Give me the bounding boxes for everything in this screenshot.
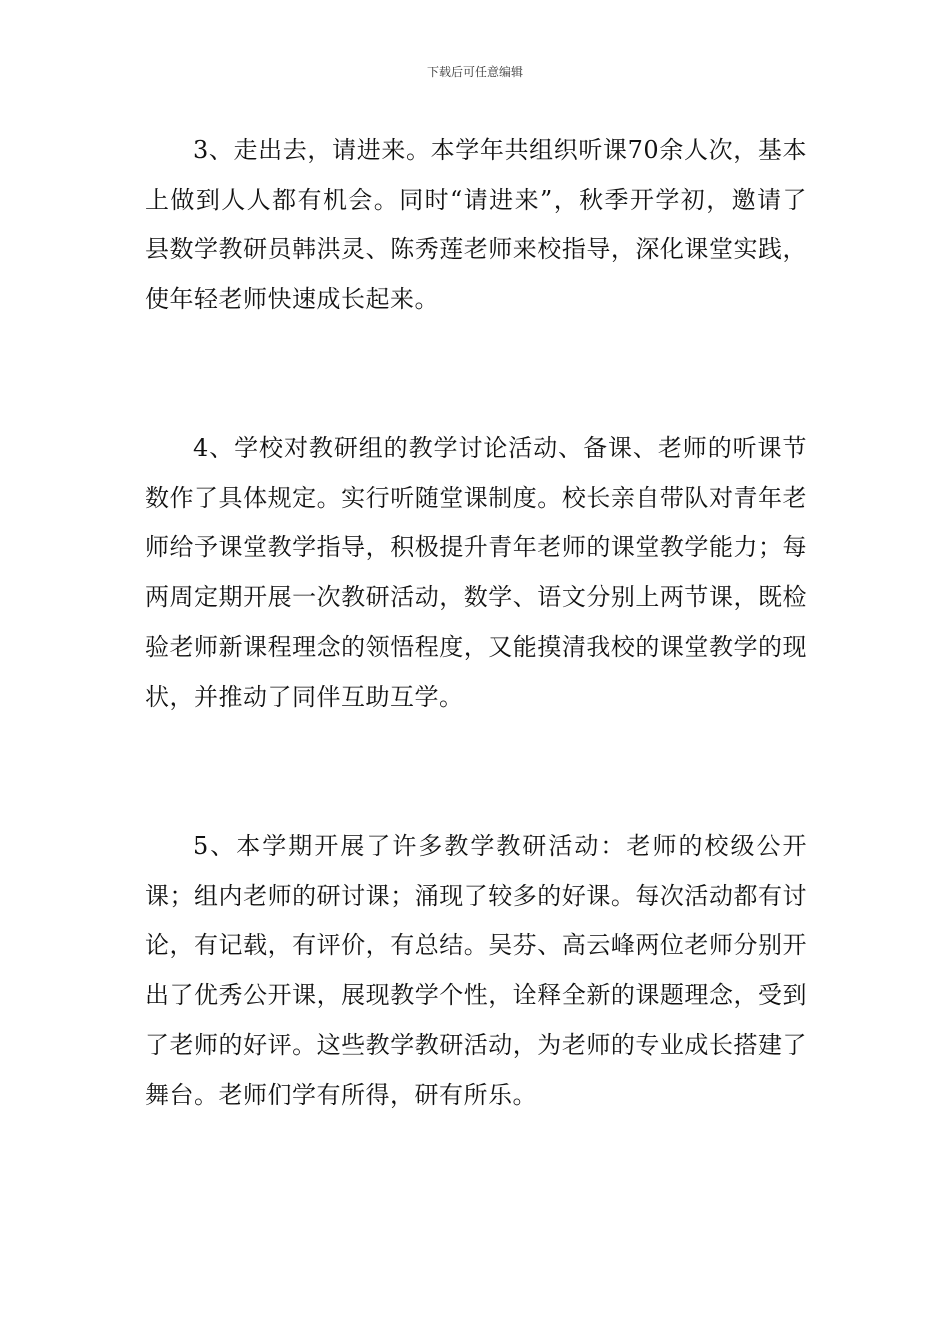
page-header: 下载后可任意编辑: [426, 65, 523, 79]
paragraph-5: 5、本学期开展了许多教学教研活动：老师的校级公开课；组内老师的研讨课；涌现了较多的好课。每次活动都有讨论，有记载，有评价，有总结。吴芬、高云峰两位老师分别开出了优秀公开课，展现教学个性，诠释全新的课题理念，受到了老师的好评。这些教学教研活动，为老师的专业成长搭建了舞台。老师们学有所得，研有所乐。: [145, 832, 807, 1109]
paragraph-4: 4、学校对教研组的教学讨论活动、备课、老师的听课节数作了具体规定。实行听随堂课制度。校长亲自带队对青年老师给予课堂教学指导，积极提升青年老师的课堂教学能力；每两周定期开展一次教研活动，数学、语文分别上两节课，既检验老师新课程理念的领悟程度，又能摸清我校的课堂教学的现状，并推动了同伴互助互学。: [145, 434, 807, 711]
paragraph-3: 3、走出去，请进来。本学年共组织听课70余人次，基本上做到人人都有机会。同时“请进来”，秋季开学初，邀请了县数学教研员韩洪灵、陈秀莲老师来校指导，深化课堂实践，使年轻老师快速成长起来。: [145, 136, 807, 314]
